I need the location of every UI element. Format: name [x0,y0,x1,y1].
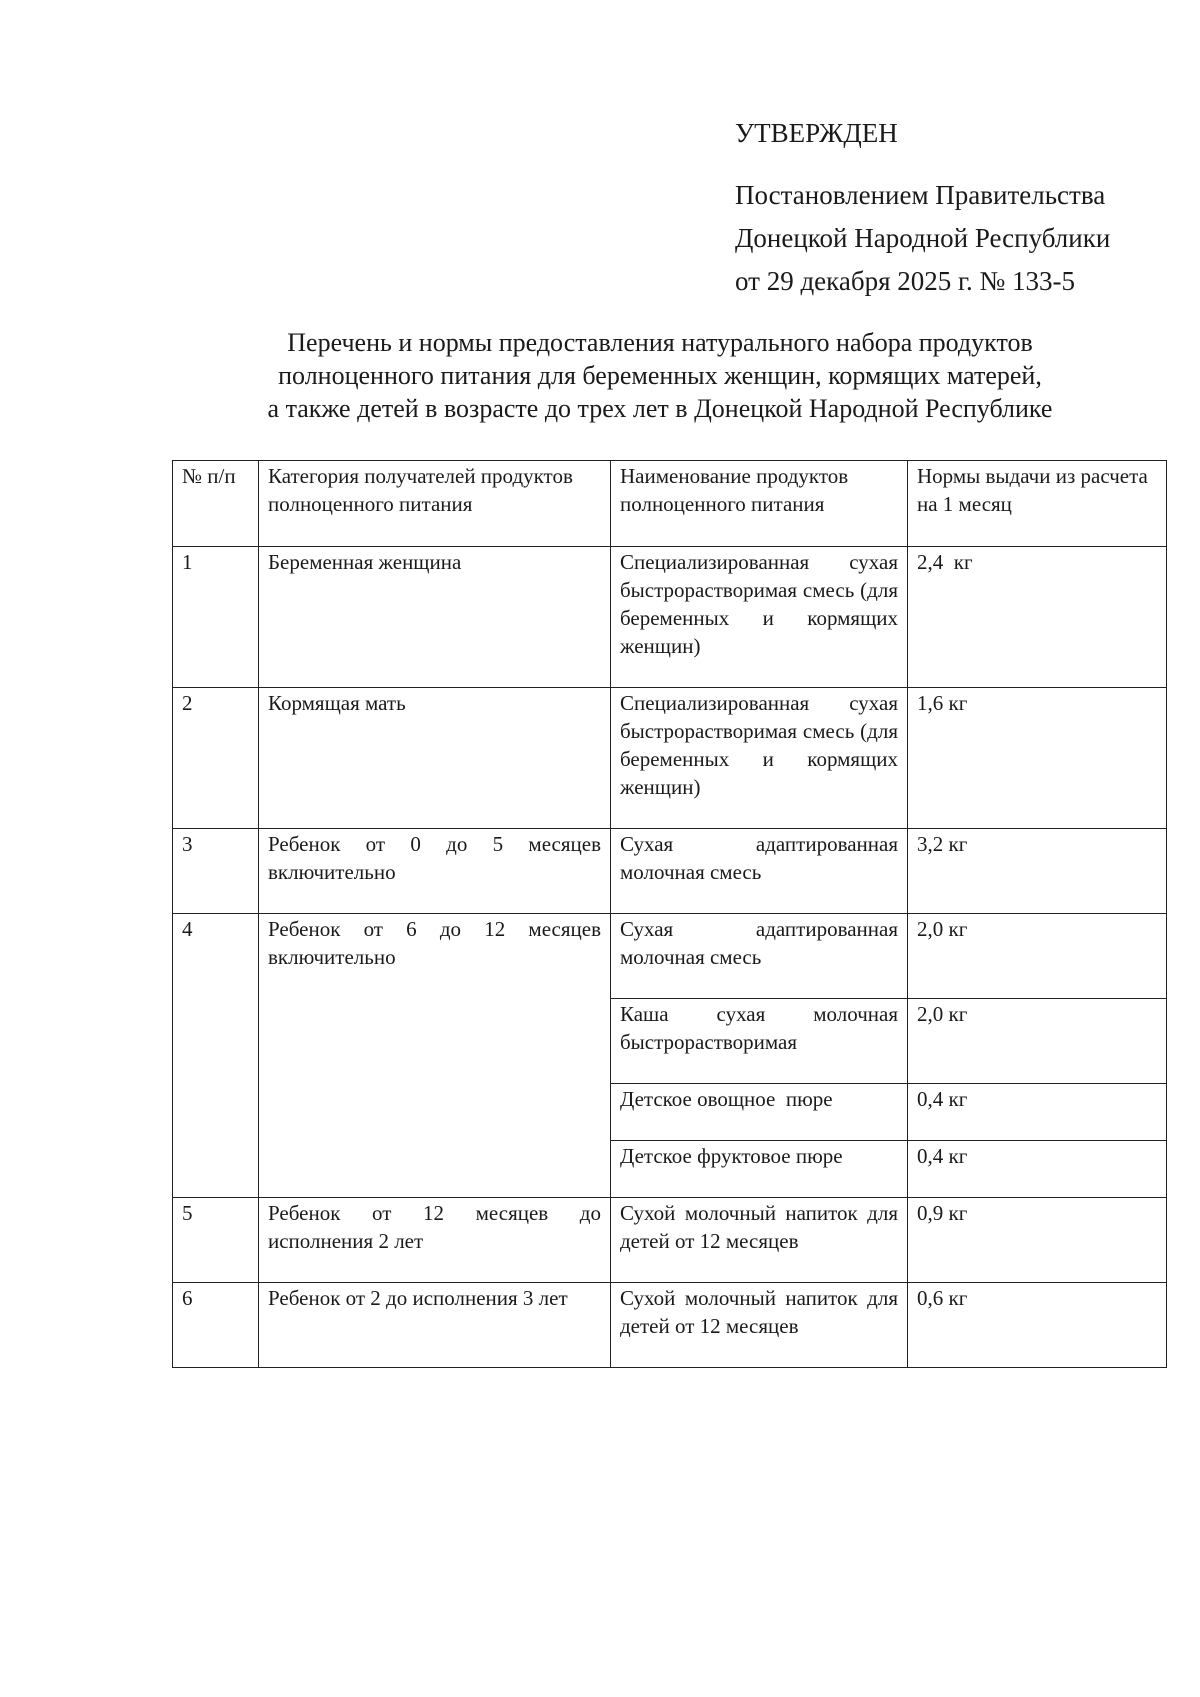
table-row [173,1283,1167,1368]
header-num: № п/п [173,461,259,547]
row-num: 2 [173,688,259,829]
row-norm: 2,4 кг [908,547,1167,688]
document-title [150,326,1170,425]
row-category: Беременная женщина [259,547,611,688]
row-norm: 3,2 кг [908,829,1167,914]
header-category: Категория получателей продуктов полноценного питания [259,461,611,547]
row-norm: 1,6 кг [908,688,1167,829]
row-num: 6 [173,1283,259,1368]
row-product: Сухая адаптированная молочная смесь [611,914,908,999]
title-line: Перечень и нормы предоставления натурального набора продуктов [287,328,1033,357]
row-num: 1 [173,547,259,688]
approval-line: от 29 декабря 2025 г. № 133-5 [735,266,1076,296]
table-header-row [173,461,1167,547]
approval-line: Донецкой Народной Республики [735,223,1111,253]
header-norm: Нормы выдачи из расчета на 1 месяц [908,461,1167,547]
table-row [173,829,1167,914]
row-norm: 0,9 кг [908,1198,1167,1283]
title-line: а также детей в возрасте до трех лет в Донецкой Народной Республике [267,394,1053,423]
row-product: Детское овощное пюре [611,1084,908,1141]
norms-table [172,460,1167,1368]
row-product: Специализированная сухая быстрорастворимая смесь (для беременных и кормящих женщин) [611,688,908,829]
row-product: Сухая адаптированная молочная смесь [611,829,908,914]
row-category: Ребенок от 12 месяцев до исполнения 2 лет [259,1198,611,1283]
approval-block [735,112,1110,303]
row-category: Ребенок от 6 до 12 месяцев включительно [259,914,611,1198]
row-norm: 0,6 кг [908,1283,1167,1368]
row-norm: 2,0 кг [908,914,1167,999]
row-norm: 2,0 кг [908,999,1167,1084]
approval-heading: УТВЕРЖДЕН [735,118,898,148]
row-product: Специализированная сухая быстрорастворимая смесь (для беременных и кормящих женщин) [611,547,908,688]
row-category: Кормящая мать [259,688,611,829]
row-product: Сухой молочный напиток для детей от 12 месяцев [611,1283,908,1368]
table-row [173,547,1167,688]
title-line: полноценного питания для беременных женщин, кормящих матерей, [278,361,1042,390]
table-row [173,914,1167,999]
table-row [173,688,1167,829]
row-num: 5 [173,1198,259,1283]
row-product: Каша сухая молочная быстрорастворимая [611,999,908,1084]
approval-line: Постановлением Правительства [735,180,1106,210]
row-num: 3 [173,829,259,914]
row-category: Ребенок от 0 до 5 месяцев включительно [259,829,611,914]
row-norm: 0,4 кг [908,1084,1167,1141]
row-category: Ребенок от 2 до исполнения 3 лет [259,1283,611,1368]
table-row [173,1198,1167,1283]
row-norm: 0,4 кг [908,1141,1167,1198]
row-product: Детское фруктовое пюре [611,1141,908,1198]
header-product: Наименование продуктов полноценного питания [611,461,908,547]
row-product: Сухой молочный напиток для детей от 12 месяцев [611,1198,908,1283]
row-num: 4 [173,914,259,1198]
